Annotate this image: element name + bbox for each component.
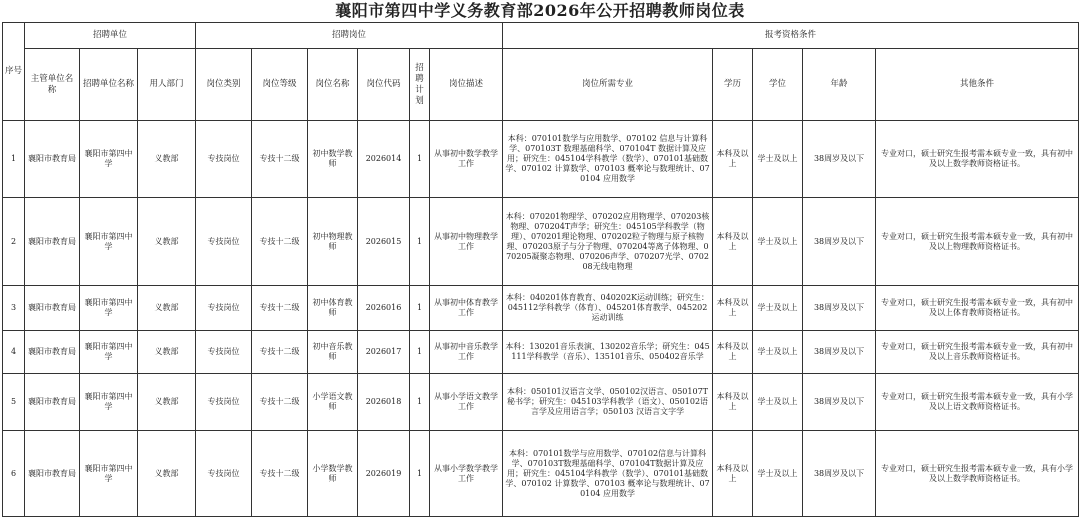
cell-edu: 本科及以上 [713,198,753,286]
group-qualification: 报考资格条件 [503,23,1079,49]
cell-post-level: 专技十二级 [252,286,308,331]
cell-desc: 从事初中体育教学工作 [430,286,503,331]
cell-post-type: 专技岗位 [196,431,252,517]
cell-post-type: 专技岗位 [196,121,252,198]
cell-age: 38周岁及以下 [803,331,876,374]
cell-plan: 1 [410,198,430,286]
cell-dept: 义教部 [138,198,196,286]
cell-major: 本科：070101数学与应用数学、070102信息与计算科学、070103T数理基础科学、070104T数据计算及应用；研究生：045104学科教学（数学）、070101基础数学、070102 计算数学、070103 概率论与数理统计、070104 应用数学 [503,431,713,517]
cell-dept: 义教部 [138,431,196,517]
col-post-level: 岗位等级 [252,49,308,121]
cell-authority: 襄阳市教育局 [25,198,80,286]
cell-desc: 从事初中数学教学工作 [430,121,503,198]
cell-edu: 本科及以上 [713,374,753,431]
column-header-row [3,49,1079,121]
group-unit: 招聘单位 [25,23,196,49]
col-post-name: 岗位名称 [308,49,358,121]
cell-plan: 1 [410,431,430,517]
cell-plan: 1 [410,286,430,331]
cell-other: 专业对口，硕士研究生报考需本硕专业一致，具有初中及以上数学教师资格证书。 [876,121,1079,198]
cell-post-type: 专技岗位 [196,286,252,331]
cell-desc: 从事小学数学教学工作 [430,431,503,517]
cell-desc: 从事初中音乐教学工作 [430,331,503,374]
cell-post-type: 专技岗位 [196,198,252,286]
cell-seq: 2 [3,198,25,286]
cell-age: 38周岁及以下 [803,198,876,286]
cell-other: 专业对口，硕士研究生报考需本硕专业一致，具有小学及以上语文教师资格证书。 [876,374,1079,431]
cell-post-level: 专技十二级 [252,198,308,286]
cell-plan: 1 [410,121,430,198]
cell-plan: 1 [410,331,430,374]
cell-degree: 学士及以上 [753,374,803,431]
cell-desc: 从事小学语文教学工作 [430,374,503,431]
cell-post-code: 2026016 [358,286,410,331]
cell-post-type: 专技岗位 [196,331,252,374]
cell-post-code: 2026018 [358,374,410,431]
group-post: 招聘岗位 [196,23,503,49]
table-row [3,374,1079,431]
recruitment-table [2,22,1079,517]
cell-post-code: 2026017 [358,331,410,374]
col-age: 年龄 [803,49,876,121]
cell-dept: 义教部 [138,331,196,374]
table-row [3,121,1079,198]
cell-post-code: 2026015 [358,198,410,286]
col-other: 其他条件 [876,49,1079,121]
cell-unit: 襄阳市第四中学 [80,198,138,286]
cell-authority: 襄阳市教育局 [25,431,80,517]
col-edu: 学历 [713,49,753,121]
cell-major: 本科：070201物理学、070202应用物理学、070203核物理、070204T声学；研究生：045105学科教学（物理）、070201理论物理、070202粒子物理与原子核物理、070203原子与分子物理、070204等离子体物理、070205凝聚态物理、070206声学、070207光学、070208无线电物理 [503,198,713,286]
cell-authority: 襄阳市教育局 [25,331,80,374]
cell-age: 38周岁及以下 [803,431,876,517]
cell-other: 专业对口，硕士研究生报考需本硕专业一致，具有小学及以上数学教师资格证书。 [876,431,1079,517]
cell-other: 专业对口，硕士研究生报考需本硕专业一致，具有初中及以上物理教师资格证书。 [876,198,1079,286]
cell-seq: 4 [3,331,25,374]
cell-post-name: 小学数学教师 [308,431,358,517]
cell-edu: 本科及以上 [713,431,753,517]
cell-seq: 1 [3,121,25,198]
table-row [3,286,1079,331]
table-row [3,431,1079,517]
cell-degree: 学士及以上 [753,198,803,286]
cell-age: 38周岁及以下 [803,121,876,198]
group-header-row [3,23,1079,49]
col-post-code: 岗位代码 [358,49,410,121]
cell-age: 38周岁及以下 [803,286,876,331]
cell-post-type: 专技岗位 [196,374,252,431]
col-dept: 用人部门 [138,49,196,121]
cell-major: 本科：070101数学与应用数学、070102 信息与计算科学、070103T 数理基础科学、070104T 数据计算及应用；研究生：045104学科教学（数学）、070101基础数学、070102 计算数学、070103 概率论与数理统计、070104 应用数学 [503,121,713,198]
cell-unit: 襄阳市第四中学 [80,331,138,374]
cell-seq: 6 [3,431,25,517]
cell-authority: 襄阳市教育局 [25,121,80,198]
cell-authority: 襄阳市教育局 [25,286,80,331]
cell-seq: 3 [3,286,25,331]
cell-post-level: 专技十二级 [252,374,308,431]
cell-post-level: 专技十二级 [252,331,308,374]
cell-degree: 学士及以上 [753,431,803,517]
cell-unit: 襄阳市第四中学 [80,121,138,198]
cell-seq: 5 [3,374,25,431]
col-major: 岗位所需专业 [503,49,713,121]
cell-post-level: 专技十二级 [252,121,308,198]
cell-degree: 学士及以上 [753,331,803,374]
cell-desc: 从事初中物理教学工作 [430,198,503,286]
cell-post-code: 2026019 [358,431,410,517]
cell-age: 38周岁及以下 [803,374,876,431]
table-row [3,198,1079,286]
col-degree: 学位 [753,49,803,121]
col-post-type: 岗位类别 [196,49,252,121]
col-authority: 主管单位名称 [25,49,80,121]
cell-major: 本科：130201音乐表演、130202音乐学；研究生：045111学科教学（音乐）、135101音乐、050402音乐学 [503,331,713,374]
col-desc: 岗位描述 [430,49,503,121]
cell-edu: 本科及以上 [713,331,753,374]
cell-post-name: 初中数学教师 [308,121,358,198]
col-unit: 招聘单位名称 [80,49,138,121]
cell-post-name: 小学语文教师 [308,374,358,431]
cell-major: 本科：040201体育教育、040202K运动训练；研究生：045112学科教学（体育）、045201体育教学、045202运动训练 [503,286,713,331]
cell-post-name: 初中物理教师 [308,198,358,286]
cell-degree: 学士及以上 [753,121,803,198]
cell-post-name: 初中音乐教师 [308,331,358,374]
cell-unit: 襄阳市第四中学 [80,286,138,331]
cell-other: 专业对口，硕士研究生报考需本硕专业一致，具有初中及以上音乐教师资格证书。 [876,331,1079,374]
cell-unit: 襄阳市第四中学 [80,431,138,517]
cell-authority: 襄阳市教育局 [25,374,80,431]
cell-dept: 义教部 [138,286,196,331]
cell-major: 本科：050101汉语言文学、050102汉语言、050107T秘书学；研究生：045103学科教学（语文）、050102语言学及应用语言学；050103 汉语言文字学 [503,374,713,431]
cell-other: 专业对口，硕士研究生报考需本硕专业一致，具有初中及以上体育教师资格证书。 [876,286,1079,331]
cell-edu: 本科及以上 [713,121,753,198]
cell-dept: 义教部 [138,374,196,431]
cell-post-level: 专技十二级 [252,431,308,517]
col-seq: 序号 [3,23,25,121]
cell-plan: 1 [410,374,430,431]
col-plan: 招聘计划 [410,49,430,121]
cell-degree: 学士及以上 [753,286,803,331]
cell-edu: 本科及以上 [713,286,753,331]
cell-post-name: 初中体育教师 [308,286,358,331]
cell-unit: 襄阳市第四中学 [80,374,138,431]
cell-post-code: 2026014 [358,121,410,198]
cell-dept: 义教部 [138,121,196,198]
table-row [3,331,1079,374]
page-title: 襄阳市第四中学义务教育部2026年公开招聘教师岗位表 [335,1,745,20]
